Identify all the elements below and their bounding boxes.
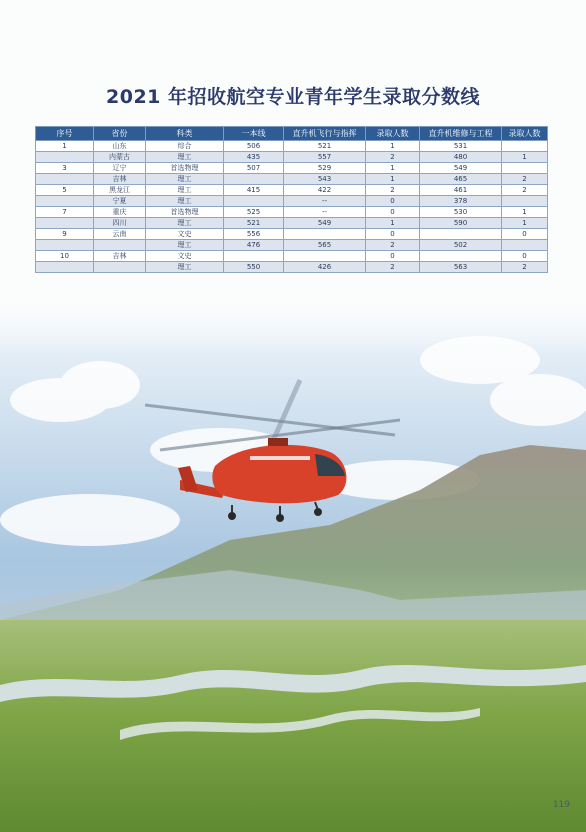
table-cell: 2 bbox=[366, 152, 420, 163]
table-cell: 0 bbox=[502, 251, 548, 262]
table-cell: 556 bbox=[224, 229, 284, 240]
table-cell: 435 bbox=[224, 152, 284, 163]
table-cell bbox=[36, 196, 94, 207]
table-row bbox=[36, 196, 548, 207]
table-cell bbox=[420, 251, 502, 262]
table-cell: 550 bbox=[224, 262, 284, 273]
table-cell: 内蒙古 bbox=[94, 152, 146, 163]
table-cell: 476 bbox=[224, 240, 284, 251]
table-row bbox=[36, 207, 548, 218]
header-cell: 一本线 bbox=[224, 127, 284, 141]
table-cell: 辽宁 bbox=[94, 163, 146, 174]
table-cell: 吉林 bbox=[94, 174, 146, 185]
page-title: 2021 年招收航空专业青年学生录取分数线 bbox=[106, 86, 480, 108]
table-cell bbox=[224, 196, 284, 207]
table-cell: 黑龙江 bbox=[94, 185, 146, 196]
table-cell: 461 bbox=[420, 185, 502, 196]
header-cell: 直升机飞行与指挥 bbox=[284, 127, 366, 141]
table-cell: 9 bbox=[36, 229, 94, 240]
table-cell: 宁夏 bbox=[94, 196, 146, 207]
table-cell bbox=[36, 152, 94, 163]
helicopter-landscape-photo bbox=[0, 290, 586, 832]
table-cell: 0 bbox=[366, 229, 420, 240]
table-cell: 3 bbox=[36, 163, 94, 174]
table-cell: 首选物理 bbox=[146, 207, 224, 218]
table-cell: 531 bbox=[420, 141, 502, 152]
table-cell: 0 bbox=[366, 207, 420, 218]
table-row bbox=[36, 185, 548, 196]
table-cell: 2 bbox=[502, 185, 548, 196]
table-cell: 1 bbox=[366, 163, 420, 174]
table-cell: 502 bbox=[420, 240, 502, 251]
table-cell: 521 bbox=[224, 218, 284, 229]
table-row bbox=[36, 152, 548, 163]
header-cell: 录取人数 bbox=[366, 127, 420, 141]
table-cell: 5 bbox=[36, 185, 94, 196]
table-cell: 563 bbox=[420, 262, 502, 273]
header-cell: 科类 bbox=[146, 127, 224, 141]
table-cell: 理工 bbox=[146, 196, 224, 207]
table-cell: 2 bbox=[502, 262, 548, 273]
table-row bbox=[36, 218, 548, 229]
table-cell: 549 bbox=[284, 218, 366, 229]
table-cell bbox=[36, 174, 94, 185]
table-cell: 1 bbox=[366, 141, 420, 152]
header-cell: 序号 bbox=[36, 127, 94, 141]
table-cell bbox=[502, 163, 548, 174]
table-cell: 2 bbox=[366, 262, 420, 273]
table-cell: 10 bbox=[36, 251, 94, 262]
table-cell bbox=[420, 229, 502, 240]
header-cell: 省份 bbox=[94, 127, 146, 141]
table-cell: 415 bbox=[224, 185, 284, 196]
table-cell: 590 bbox=[420, 218, 502, 229]
table-cell: 530 bbox=[420, 207, 502, 218]
table-cell: 529 bbox=[284, 163, 366, 174]
table-cell: 2 bbox=[366, 240, 420, 251]
table-cell: -- bbox=[284, 196, 366, 207]
table-cell bbox=[284, 251, 366, 262]
table-cell: 378 bbox=[420, 196, 502, 207]
table-row bbox=[36, 229, 548, 240]
table-cell bbox=[224, 174, 284, 185]
table-cell: 1 bbox=[366, 174, 420, 185]
table-row bbox=[36, 240, 548, 251]
table-cell: 506 bbox=[224, 141, 284, 152]
table-cell: 507 bbox=[224, 163, 284, 174]
table-cell: 422 bbox=[284, 185, 366, 196]
table-row bbox=[36, 251, 548, 262]
table-cell: 重庆 bbox=[94, 207, 146, 218]
table-cell: 理工 bbox=[146, 174, 224, 185]
table-cell: 综合 bbox=[146, 141, 224, 152]
table-row bbox=[36, 141, 548, 152]
table-cell: 1 bbox=[502, 218, 548, 229]
table-cell: 525 bbox=[224, 207, 284, 218]
table-cell: 565 bbox=[284, 240, 366, 251]
table-cell bbox=[224, 251, 284, 262]
table-row bbox=[36, 163, 548, 174]
table-cell: 理工 bbox=[146, 152, 224, 163]
table-row bbox=[36, 174, 548, 185]
admission-score-table bbox=[35, 126, 548, 273]
table-cell: 2 bbox=[502, 174, 548, 185]
table-cell: 7 bbox=[36, 207, 94, 218]
header-cell: 录取人数 bbox=[502, 127, 548, 141]
table-cell: 1 bbox=[366, 218, 420, 229]
table-cell: 426 bbox=[284, 262, 366, 273]
table-cell: 首选物理 bbox=[146, 163, 224, 174]
table-cell bbox=[94, 240, 146, 251]
table-body bbox=[36, 141, 548, 273]
page-number: 119 bbox=[552, 800, 570, 810]
table-cell: 理工 bbox=[146, 185, 224, 196]
table-cell: 543 bbox=[284, 174, 366, 185]
table-cell bbox=[36, 218, 94, 229]
table-cell: 文史 bbox=[146, 229, 224, 240]
table-cell: 521 bbox=[284, 141, 366, 152]
table-cell: 557 bbox=[284, 152, 366, 163]
table-cell bbox=[284, 229, 366, 240]
table-cell: 1 bbox=[36, 141, 94, 152]
table-cell: 山东 bbox=[94, 141, 146, 152]
table-cell: 四川 bbox=[94, 218, 146, 229]
table-cell bbox=[502, 141, 548, 152]
table-cell: -- bbox=[284, 207, 366, 218]
table-row bbox=[36, 262, 548, 273]
table-cell: 云南 bbox=[94, 229, 146, 240]
table-cell: 0 bbox=[502, 229, 548, 240]
table-cell: 1 bbox=[502, 152, 548, 163]
table-cell bbox=[94, 262, 146, 273]
header-cell: 直升机维修与工程 bbox=[420, 127, 502, 141]
table-cell: 549 bbox=[420, 163, 502, 174]
table-cell: 2 bbox=[366, 185, 420, 196]
table-cell: 1 bbox=[502, 207, 548, 218]
table-cell: 0 bbox=[366, 196, 420, 207]
table-cell bbox=[502, 240, 548, 251]
table-cell: 理工 bbox=[146, 262, 224, 273]
table-cell: 理工 bbox=[146, 218, 224, 229]
table-header-row bbox=[36, 127, 548, 141]
table-cell: 465 bbox=[420, 174, 502, 185]
table-cell: 0 bbox=[366, 251, 420, 262]
table-cell: 文史 bbox=[146, 251, 224, 262]
table-cell bbox=[502, 196, 548, 207]
table-cell bbox=[36, 262, 94, 273]
table-cell: 吉林 bbox=[94, 251, 146, 262]
table-cell: 理工 bbox=[146, 240, 224, 251]
table-cell bbox=[36, 240, 94, 251]
table-cell: 480 bbox=[420, 152, 502, 163]
